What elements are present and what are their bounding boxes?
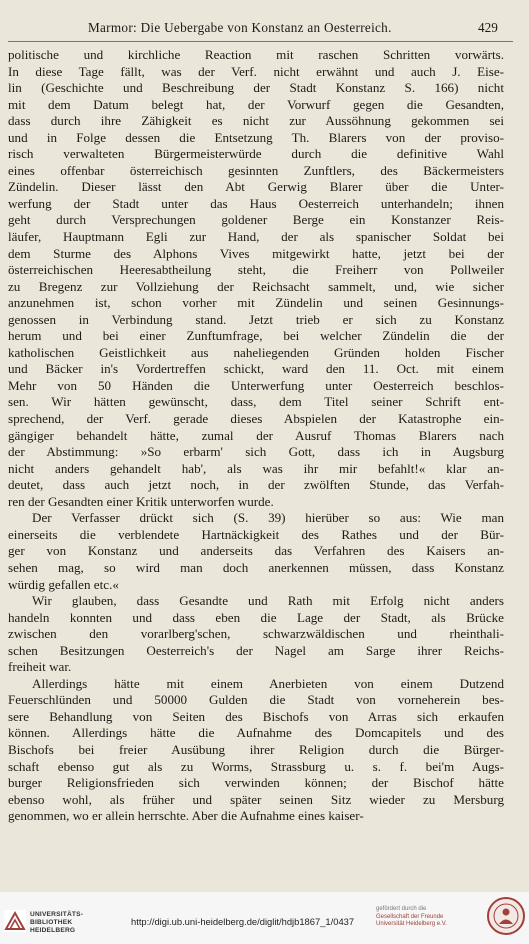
text-line: und Bäcker in's Vordertreffen schickt, ward den 11. Oct. mit einem — [8, 361, 504, 377]
body-text — [8, 47, 504, 825]
text-line: deutet, dass auch jetzt noch, in der zwölften Stunde, das Verfah- — [8, 477, 504, 493]
running-header — [0, 14, 529, 40]
university-seal-icon — [486, 896, 526, 936]
text-line: sen. Wir hätten gewünscht, dass, dem Titel seiner Schrift ent- — [8, 394, 504, 410]
text-line: genommen, wo er allein herrschte. Aber die Aufnahme eines kaiser- — [8, 808, 364, 824]
text-line: nicht anders gehandelt hab', als was ihr mir befahlt!« klar an- — [8, 460, 504, 476]
text-line: sehen mag, so wird man doch anerkennen müssen, dass Konstanz — [8, 559, 504, 575]
text-line: gängiger behandelt hätte, zumal der Ausruf Thomas Blarers nach — [8, 427, 504, 443]
text-line: mit dem Datum belegt hat, der Vorwurf gegen die Gesandten, — [8, 96, 504, 112]
text-line: Bischofs bei freier Ausübung ihrer Religion durch die Bürger- — [8, 741, 504, 757]
text-line: und in Folge dessen die Entsetzung Th. Blarers von der proviso- — [8, 129, 504, 145]
text-line: anzunehmen ist, schon vorher mit Zündelin und seinen Gesinnungs- — [8, 295, 504, 311]
text-line: freiheit war. — [8, 659, 72, 675]
text-line: katholischen Geistlichkeit aus naheliegenden Gründen holden Fischer — [8, 344, 504, 360]
text-line: risch verwalteten Bürgermeisterwürde durch die definitive Wahl — [8, 146, 504, 162]
text-line: eines offenbar österreichisch gesinnten Zunftlers, des Bäckermeisters — [8, 162, 504, 178]
header-title: Marmor: Die Uebergabe von Konstanz an Oesterreich. — [88, 20, 392, 35]
text-line: Feuerschlünden und 50000 Gulden die Stadt von vorneherein bes- — [8, 692, 504, 708]
library-logo-icon — [4, 910, 26, 932]
text-line: der Abstimmung: »So erbarm' sich Gott, dass ich in Augsburg — [8, 444, 504, 460]
text-line: Wir glauben, dass Gesandte und Rath mit Erfolg nicht anders — [32, 593, 504, 609]
text-line: politische und kirchliche Reaction mit raschen Schritten vorwärts. — [8, 47, 504, 62]
text-line: werfung der Stadt unter das Haus Oesterreich unterhandeln; ihnen — [8, 195, 504, 211]
text-line: geht durch Versprechungen goldener Berge ein Konstanzer Reis- — [8, 212, 504, 228]
text-line: handeln konnten und dass eben die Lage der Stadt, als Brücke — [8, 609, 504, 625]
text-line: dass durch ihre Zähigkeit es nicht zur Aussöhnung gekommen sei — [8, 113, 504, 129]
text-line: Mehr von 50 Händen die Unterwerfung unter Oesterreich beschlos- — [8, 377, 504, 393]
text-line: Der Verfasser drückt sich (S. 39) hierüber so aus: Wie man — [32, 510, 504, 526]
text-line: Allerdings hätte mit einem Anerbieten von einem Dutzend — [32, 675, 504, 691]
text-line: herum und bei einer Zunftumfrage, bei welcher Zündelin die der — [8, 328, 504, 344]
text-line: ger von Konstanz und anderseits das Verfahren des Kaisers an- — [8, 543, 504, 559]
text-line: lin (Geschichte und Beschreibung der Stadt Konstanz S. 166) nicht — [8, 80, 504, 96]
text-line: genossen in Verbindung stand. Jetzt trieb er sich zu Konstanz — [8, 311, 504, 327]
text-line: ren der Gesandten einer Kritik unterworfen wurde. — [8, 493, 274, 509]
library-name: UNIVERSITÄTS- BIBLIOTHEK HEIDELBERG — [30, 911, 84, 934]
text-line: schaft ebenso gut als zu Worms, Strassburg u. s. f. bei'm Augs- — [8, 758, 504, 774]
text-line: sere Behandlung von Seiten des Bischofs von Arras sich erkaufen — [8, 708, 504, 724]
text-line: In diese Tage fällt, was der Verf. nicht erwähnt und auch J. Eise- — [8, 63, 504, 79]
text-line: würdig gefallen etc.« — [8, 576, 119, 592]
text-line: können. Allerdings hätte die Aufnahme des Domcapitels und des — [8, 725, 504, 741]
sponsor-credit: gefördert durch die Gesellschaft der Freunde Universität Heidelberg e.V. — [376, 906, 447, 927]
text-line: zu Bregenz zur Vollziehung der Reichsacht sammelt, und, wie sicher — [8, 278, 504, 294]
text-line: dem Sturme des Alphons Vives mitgewirkt hatte, jetzt bei der — [8, 245, 504, 261]
text-line: zwischen den vorarlberg'schen, schwarzwäldischen und rheinthali- — [8, 626, 504, 642]
text-line: läufer, Hauptmann Egli zur Hand, der als spanischer Soldat bei — [8, 229, 504, 245]
text-line: Zündelin. Dieser lässt den Abt Gerwig Blarer über die Unter- — [8, 179, 504, 195]
text-line: schen Besitzungen Oesterreich's der Nagel am Sarge ihrer Reichs- — [8, 642, 504, 658]
text-line: einerseits die verblendete Hartnäckigkeit des Rathes und der Bür- — [8, 526, 504, 542]
header-rule — [8, 41, 513, 42]
permalink-url[interactable]: http://digi.ub.uni-heidelberg.de/diglit/hdjb1867_1/0437 — [131, 916, 355, 927]
text-line: ebenso wohl, als früher und später seinen Sitz wieder zu Mersburg — [8, 791, 504, 807]
page-number: 429 — [478, 20, 498, 35]
text-line: sprechend, der Verf. gerade dieses Abspielen der Katastrophe ein- — [8, 411, 504, 427]
text-line: österreichischen Heeresabtheilung steht, die Freiherr von Pollweiler — [8, 262, 504, 278]
text-line: burger Religionsfrieden sich verwinden können; der Bischof hätte — [8, 775, 504, 791]
viewer-footer — [0, 892, 529, 944]
